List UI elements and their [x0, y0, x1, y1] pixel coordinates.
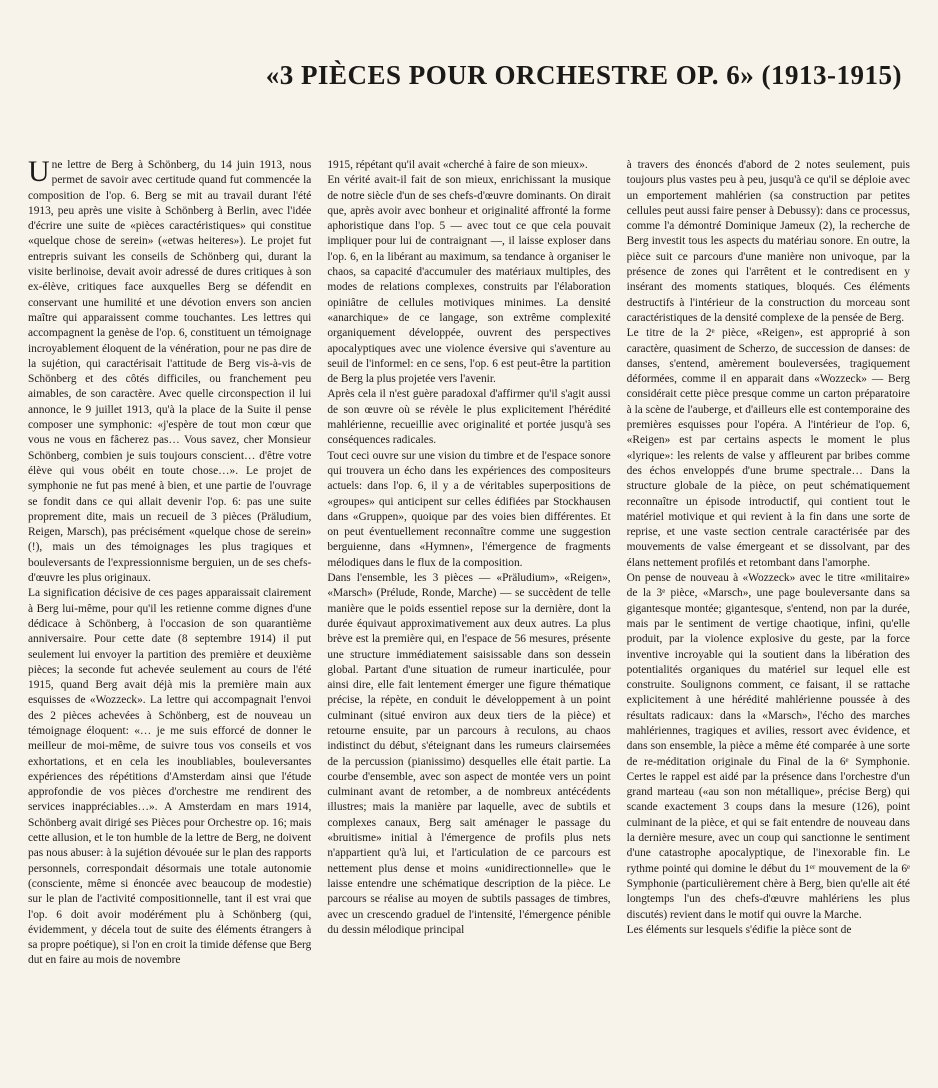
- paragraph: à travers des énoncés d'abord de 2 notes seulement, puis toujours plus vastes peu à peu, jusqu'à ce qu'il se déploie avec un emportement mahlérien (sa construction par petites cellules peut aussi faire penser à Debussy): dans ce processus, comme l'a démontré Dominique Jameux (2), la recherche de Berg investit tous les aspects du matériau sonore. En outre, la pièce suit ce parcours d'une manière non univoque, par la présence de zones qui l'arrêtent et le contredisent en y insérant des moments statiques, bloqués. Ces éléments destructifs à l'intérieur de la construction du morceau sont caractéristiques de la densité complexe de la pensée de Berg.: [626, 159, 910, 324]
- paragraph: Le titre de la 2ᵉ pièce, «Reigen», est approprié à son caractère, quasiment de Scherzo, de succession de danses: de danses, s'entend, amèrement bouleversées, tragiquement déformées, comme il en apparait dans «Wozzeck» — Berg considérait cette pièce presque comme un carton préparatoire à la scène de l'auberge, et d'ailleurs elle est contemporaine des premières esquisses pour l'opéra. A l'intérieur de l'op. 6, «Reigen» est par certains aspects le moment le plus «lyrique»: les relents de valse y affleurent par bribes comme des échos enveloppés d'une brume spectrale… Dans la structure globale de la pièce, on peut schématiquement reconnaître un épisode introductif, qui contient tout le matériel motivique et qui revient à la fin dans une sorte de reprise, et une vaste section centrale caractérisée par des mouvements de valse émergeant et se dissolvant, par des élans nettement profilés et retombant dans l'amorphe.: [626, 327, 910, 569]
- paragraph: Une lettre de Berg à Schönberg, du 14 juin 1913, nous permet de savoir avec certitude quand fut commencée la composition de l'op. 6. Berg se mit au travail durant l'été 1913, peu après une visite à Schönberg à Berlin, avec l'idée d'écrire une suite de «pièces caractéristiques» qui constitue «quelque chose de serein» («etwas heiteres»). Le projet fut entrepris suivant les conseils de Schönberg qui, durant la visite berlinoise, devait avoir adressé de dures critiques à son ex-élève, critiques face auxquelles Berg se défendit en conservant une humilité et une dévotion envers son ancien maître qui apparaissent comme touchantes. Les lettres qui accompagnent la genèse de l'op. 6, constituent un témoignage incroyablement éloquent de la vénération, pour ne pas dire de la sujétion, qui caractérisait l'attitude de Berg vis-à-vis de Schönberg et des côtés difficiles, ou franchement peu aimables, de son caractère. Avec quelle circonspection il lui annonce, le 9 juillet 1913, qu'à la place de la Suite il pense composer une symphonic: «j'espère de tout mon cœur que vous ne vous en fâcherez pas… Vous savez, cher Monsieur Schönberg, combien je suis toujours conscient… d'être votre élève qui vous obéit en toute chose…». Le projet de symphonie ne fut pas mené à bien, et une partie de l'ouvrage se fondit dans ce qui allait devenir l'op. 6: pas une suite proprement dite, mais un recueil de 3 pièces (Präludium, Reigen, Marsch), pas précisément «quelque chose de serein» (!), mais un des témoignages les plus tragiques et bouleversants de l'expressionnisme berguien, un de ses chefs-d'œuvre les plus originaux.: [28, 158, 312, 585]
- paragraph: On pense de nouveau à «Wozzeck» avec le titre «militaire» de la 3ᵉ pièce, «Marsch», une page bouleversante dans sa gigantesque montée; gigantesque, s'entend, non par la durée, mais par le sentiment de vertige chaotique, infini, qu'elle produit, par la violence explosive du geste, par la force inventive incroyable qui la soutient dans la libération des potentialités organiques du matériel sur lequel elle est construite. Soulignons comment, ce faisant, il se rattache explicitement à une hérédité mahlérienne poussée à des résultats radicaux: dans la «Marsch», l'écho des marches mahlériennes, tragiques et avilies, ressort avec évidence, et dans son ensemble, la pièce a même été comparée à une sorte de re-méditation originale du Final de la 6ᵉ Symphonie. Certes le rappel est aidé par la présence dans l'orchestre d'un grand marteau («au son non métallique», précise Berg) qui scande exactement 3 coups dans la mesure (126), point culminant de la pièce, et qui se fait entendre de nouveau dans la dernière mesure, avec un coup qui sanctionne le sentiment d'une catastrophe apocalyptique, de l'inexorable fin. Le rythme pointé qui domine le début du 1ᵉʳ mouvement de la 6ᵉ Symphonie (particulièrement chère à Berg, bien qu'elle ait été longtemps l'un des chefs-d'œuvre mahlériens les plus discutés) revient dans le motif qui ouvre la Marche.: [626, 572, 910, 921]
- paragraph: La signification décisive de ces pages apparaissait clairement à Berg lui-même, pour qu'il les retienne comme dignes d'une dédicace à Schönberg, à l'occasion de son quarantième anniversaire. Pour cette date (8 septembre 1914) il put seulement lui envoyer la partition des première et deuxième pièces; la seconde fut achevée seulement au cours de l'été 1915, quand Berg avait déjà mis la première main aux esquisses de «Wozzeck». La lettre qui accompagnait l'envoi des 2 pièces achevées à Schönberg, est de nouveau un témoignage éloquent: «… je me suis efforcé de donner le meilleur de moi-même, de suivre tous vos conseils et vos exhortations, et en cela les inoubliables, bouleversantes expériences des répétitions d'Amsterdam ainsi que l'étude approfondie de vos pièces d'orchestre me rendirent des services inappréciables…». A Amsterdam en mars 1914, Schönberg avait dirigé ses Pièces pour Orchestre op. 16; mais cette allusion, et le ton humble de la lettre de Berg, ne doivent pas nous abuser: à la sujétion dévouée sur le plan des rapports personnels, correspondait désormais une totale autonomie (consciente, même si énoncée avec beaucoup de modestie) sur le plan de l'activité compositionnelle, tant il est vrai que l'op. 6 doit avoir modérément plu à Schönberg (qui, évidemment, y décela tout de suite des éléments étrangers à sa propre poétique), si l'on en croit la timide défense que Berg dut en faire au mois de novembre: [28, 587, 312, 967]
- column-3: [627, 158, 910, 1078]
- drop-cap: U: [28, 158, 50, 188]
- column-2: [327, 158, 610, 1078]
- page-title: «3 PIÈCES POUR ORCHESTRE OP. 6» (1913-1915): [265, 60, 902, 91]
- paragraph: Les éléments sur lesquels s'édifie la pièce sont de: [626, 923, 852, 936]
- paragraph: 1915, répétant qu'il avait «cherché à faire de son mieux».: [327, 159, 588, 171]
- column-1: [28, 158, 311, 1078]
- paragraph: Dans l'ensemble, les 3 pièces — «Präludium», «Reigen», «Marsch» (Prélude, Ronde, Marche) — se succèdent de telle manière que le poids essentiel repose sur la dernière, dont la durée équivaut approximativement aux deux autres. La plus brève est la première qui, en l'espace de 56 mesures, présente une structure immédiatement saisissable dans son dessein global. Partant d'une situation de rumeur inarticulée, pour ainsi dire, elle fait lentement émerger une figure thématique précise, la répète, en conduit le développement à un point culminant (situé environ aux deux tiers de la pièce) et retourne ensuite, par un parcours à reculons, au chaos indistinct du début, s'éteignant dans les rumeurs clairsemées de la percussion (pianissimo) desquelles elle était partie. La courbe d'ensemble, avec son aspect de montée vers un point culminant avant de retomber, a de nombreux antécédents illustres; mais la manière par laquelle, avec de subtils et complexes canaux, Berg sait aménager le passage du «bruitisme» initial à l'émergence de profils plus nets n'appartient qu'à lui, et l'articulation de ce parcours est nettement plus dense et moins «unidirectionnelle» que le laisse entendre une schématique description de la pièce. Le parcours se réalise au moyen de subtils passages de timbres, avec un crescendo graduel de l'intensité, l'émergence pénible du dessin mélodique principal: [327, 572, 611, 936]
- paragraph: Tout ceci ouvre sur une vision du timbre et de l'espace sonore qui trouvera un écho dans les expériences des compositeurs actuels: dans l'op. 6, il y a de véritables superpositions de «groupes» qui anticipent sur celles édifiées par Stockhausen dans «Gruppen», quoique par des voies bien différentes. Et on peut éventuellement reconnaître comme une suggestion berguienne, dans «Hymnen», l'émergence de fragments mélodiques dans le flux de la composition.: [327, 449, 611, 569]
- paragraph: En vérité avait-il fait de son mieux, enrichissant la musique de notre siècle d'un de ses chefs-d'œuvre dominants. On dirait que, après avoir avec bonheur et originalité affronté la forme aphoristique dans l'op. 5 — avec tout ce que cela pouvait impliquer pour lui de contraignant —, il laisse exploser dans l'op. 6, en la libérant au maximum, sa tendance à organiser le chaos, sa capacité d'accumuler des matériaux multiples, des modes de relations complexes, construits par l'élaboration opiniâtre de cellules motiviques minimes. La densité «anarchique» de ce langage, son extrême complexité organiquement développée, ouvrent des perspectives apocalyptiques avec une violence éversive qui s'aventure au seuil de l'informel: en ce sens, l'op. 6 est peut-être la partition de Berg la plus projetée vers l'avenir.: [327, 174, 611, 386]
- text-columns: [28, 158, 910, 1078]
- paragraph: Après cela il n'est guère paradoxal d'affirmer qu'il s'agit aussi de son œuvre où se révèle le plus explicitement l'hérédité mahlérienne, recueillie avec originalité et portée jusqu'à ses conséquences radicales.: [327, 388, 611, 447]
